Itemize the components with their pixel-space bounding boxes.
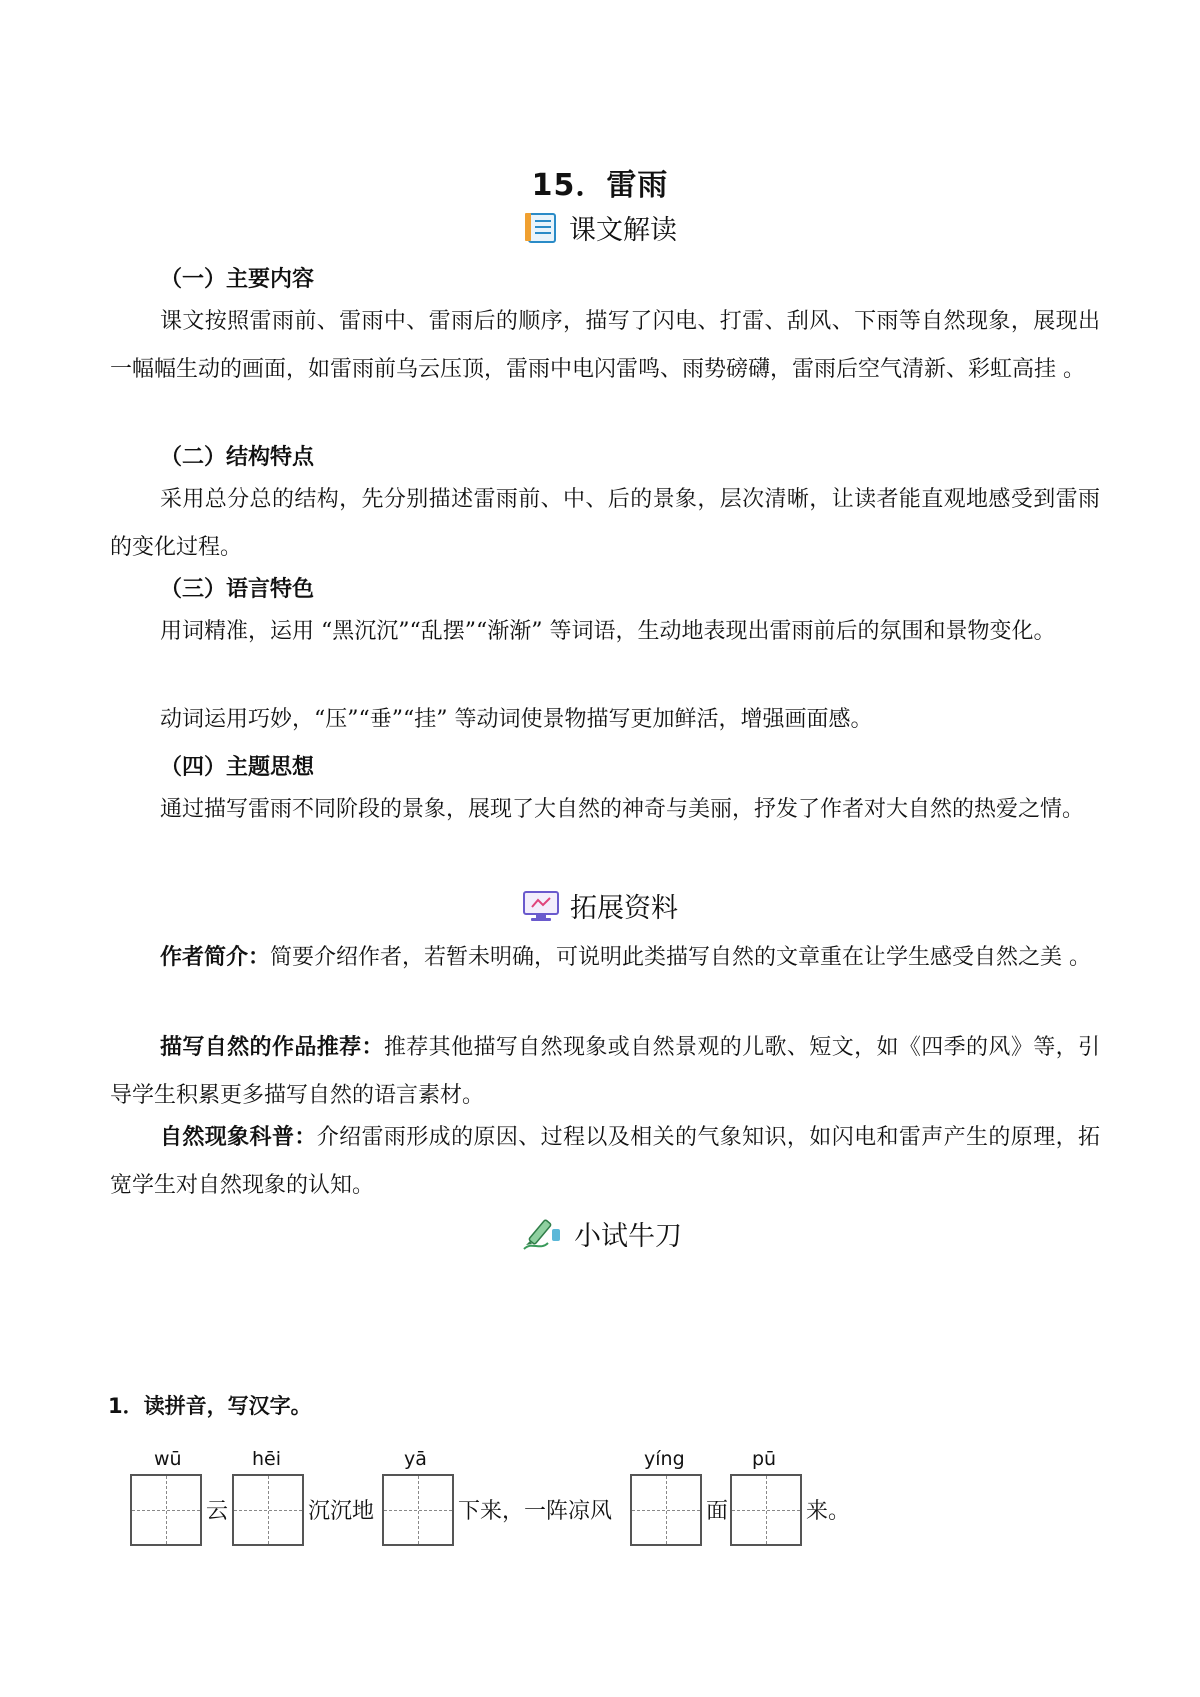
section-heading-label: 拓展资料 <box>570 893 678 924</box>
sentence-fragment: 面 <box>706 1499 729 1524</box>
pinyin-label: hēi <box>252 1448 282 1470</box>
character-writing-box[interactable] <box>130 1474 202 1546</box>
section-heading-label: 小试牛刀 <box>574 1221 682 1252</box>
pinyin-label: yíng <box>644 1448 685 1470</box>
extension-item-text: 推荐其他描写自然现象或自然景观的儿歌、短文，如《四季的风》等，引导学生积累更多描写自然的语言素材。 <box>110 1035 1100 1108</box>
extension-item-text: 简要介绍作者，若暂未明确，可说明此类描写自然的文章重在让学生感受自然之美 。 <box>270 945 1092 970</box>
subheading-theme: （四）主题思想 <box>160 755 315 780</box>
character-writing-box[interactable] <box>232 1474 304 1546</box>
paragraph-language-2: 动词运用巧妙，“压”“垂”“挂” 等动词使景物描写更加鲜活，增强画面感。 <box>160 707 873 732</box>
extension-item-label: 作者简介： <box>160 945 271 970</box>
paragraph-theme: 通过描写雷雨不同阶段的景象，展现了大自然的神奇与美丽，抒发了作者对大自然的热爱之情。 <box>160 797 1085 822</box>
extension-item-label: 自然现象科普： <box>160 1125 317 1150</box>
pinyin-label: pū <box>752 1448 777 1470</box>
sentence-fragment: 沉沉地 <box>308 1499 375 1524</box>
pinyin-label: yā <box>404 1448 427 1470</box>
monitor-icon <box>522 889 560 923</box>
character-writing-box[interactable] <box>382 1474 454 1546</box>
subheading-structure: （二）结构特点 <box>160 445 315 470</box>
section-heading-practice <box>0 1214 1200 1253</box>
section-heading-label: 课文解读 <box>569 215 677 246</box>
extension-item-science <box>110 1114 1100 1210</box>
question-1: 1．读拼音，写汉字。 <box>108 1394 312 1418</box>
paragraph-structure: 采用总分总的结构，先分别描述雷雨前、中、后的景象，层次清晰，让读者能直观地感受到雷雨的变化过程。 <box>110 487 1100 560</box>
subheading-main-content: （一）主要内容 <box>160 267 315 292</box>
sentence-fragment: 云 <box>206 1499 229 1524</box>
subheading-language: （三）语言特色 <box>160 577 315 602</box>
page-title: 15．雷雨 <box>531 168 669 203</box>
section-heading-interpretation <box>0 208 1200 247</box>
character-writing-box[interactable] <box>730 1474 802 1546</box>
section-heading-extension <box>0 886 1200 925</box>
sentence-fragment: 来。 <box>806 1499 851 1524</box>
notebook-pencil-icon <box>523 211 559 245</box>
pen-writing-icon <box>518 1215 564 1253</box>
extension-item-works <box>110 1024 1100 1120</box>
extension-item-text: 介绍雷雨形成的原因、过程以及相关的气象知识，如闪电和雷声产生的原理，拓宽学生对自然现象的认知。 <box>110 1125 1100 1198</box>
sentence-fragment: 下来，一阵凉风 <box>458 1499 613 1524</box>
paragraph-language-1: 用词精准，运用 “黑沉沉”“乱摆”“渐渐” 等词语，生动地表现出雷雨前后的氛围和景物变化。 <box>160 619 1056 644</box>
extension-item-author <box>110 934 1100 982</box>
character-writing-box[interactable] <box>630 1474 702 1546</box>
pinyin-label: wū <box>154 1448 182 1470</box>
extension-item-label: 描写自然的作品推荐： <box>160 1035 384 1060</box>
paragraph-main-content: 课文按照雷雨前、雷雨中、雷雨后的顺序，描写了闪电、打雷、刮风、下雨等自然现象，展现出一幅幅生动的画面，如雷雨前乌云压顶，雷雨中电闪雷鸣、雨势磅礴，雷雨后空气清新、彩虹高挂 。 <box>110 309 1100 382</box>
